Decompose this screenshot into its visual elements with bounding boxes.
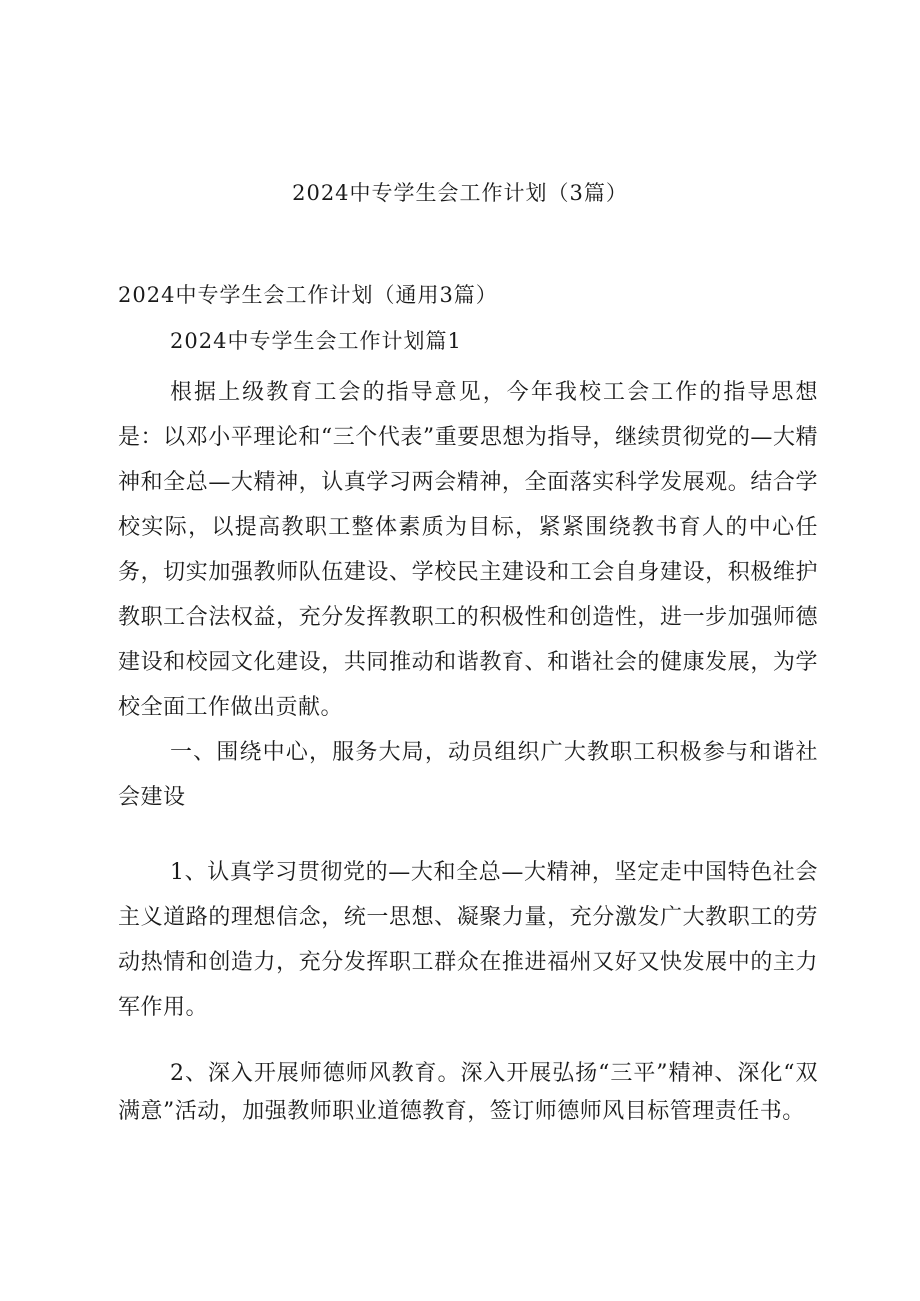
paragraph-item-two: 2、深入开展师德师风教育。深入开展弘扬“三平”精神、深化“双满意”活动，加强教师职业道德教育，签订师德师风目标管理责任书。 — [118, 1061, 818, 1124]
paragraph-heading-one: 一、围绕中心，服务大局，动员组织广大教职工积极参与和谐社会建设 — [118, 740, 818, 810]
paragraph-guiding-ideology: 根据上级教育工会的指导意见，今年我校工会工作的指导思想是：以邓小平理论和“三个代表”重要思想为指导，继续贯彻党的—大精神和全总—大精神，认真学习两会精神，全面落实科学发展观。结合学校实际，以提高教职工整体素质为目标，紧紧围绕教书育人的中心任务，切实加强教师队伍建设、学校民主建设和工会自身建设，积极维护教职工合法权益，充分发挥教职工的积极性和创造性，进一步加强师德建设和校园文化建设，共同推动和谐教育、和谐社会的健康发展，为学校全面工作做出贡献。 — [118, 380, 818, 720]
paragraph-item-one: 1、认真学习贯彻党的—大和全总—大精神，坚定走中国特色社会主义道路的理想信念，统一思想、凝聚力量，充分激发广大教职工的劳动热情和创造力，充分发挥职工群众在推进福州又好又快发展中的主力军作用。 — [118, 860, 818, 1020]
document-subtitle: 2024中专学生会工作计划（通用3篇） — [118, 283, 498, 307]
document-title: 2024中专学生会工作计划（3篇） — [292, 181, 628, 205]
section-heading: 2024中专学生会工作计划篇1 — [170, 329, 462, 353]
